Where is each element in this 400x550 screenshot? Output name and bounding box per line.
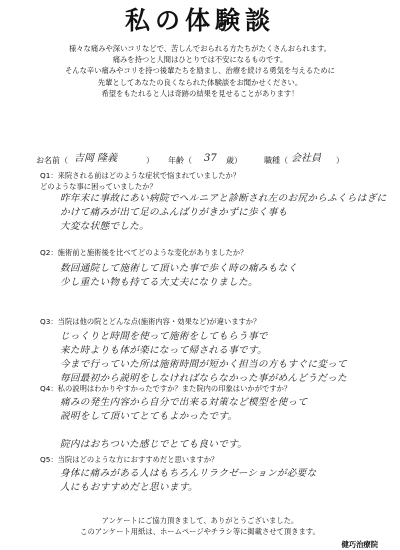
- name-close: ）: [146, 156, 154, 165]
- question-line: どのような事に困っていましたか？: [40, 182, 157, 191]
- question-4: [40, 383, 291, 394]
- answer-line: 少し重たい物も持てる大丈夫になりました。: [60, 277, 258, 288]
- answer-line: 説明をして頂いてとてもよかったです。: [60, 411, 238, 422]
- answer-3: [60, 330, 347, 386]
- answer-line: 院内はおちついた感じでとても良いです。: [60, 439, 248, 450]
- answer-line: かけて痛みが出て足のふんばりがきかずに歩く事も: [60, 207, 288, 218]
- answer-line: 大変な状態でした。: [60, 221, 150, 232]
- answer-line: 痛みの発生内容から自分で出来る対策など模型を使って: [60, 397, 308, 408]
- answer-line: 昨年末に事故にあい病院でヘルニアと診断され左のお尻からふくらはぎに: [60, 193, 387, 204]
- page-title: 私の体験談: [124, 6, 275, 35]
- respondent-info: [36, 153, 366, 169]
- age-unit: 歳）: [226, 156, 242, 165]
- question-line: Q3：当院は他の院とどんな点(施術内容・効果など)が違いますか？: [40, 317, 261, 326]
- answer-5: [60, 467, 316, 495]
- question-line: Q4：私の説明はわかりやすかったですか？また院内の印象はいかがですか？: [40, 384, 292, 393]
- job-value: 会社員: [291, 153, 321, 164]
- clinic-name: 健巧治療院: [341, 540, 378, 549]
- answer-line: じっくりと時間を使って施術をしてもらう事で: [60, 331, 268, 342]
- answer-line: 数回通院して施術して頂いた事で歩く時の痛みもなく: [60, 263, 298, 274]
- intro-line: そんな辛い痛みやコリを持つ後輩たちを励まし、治療を続ける勇気を与えるために: [65, 66, 335, 76]
- question-3: [40, 316, 260, 327]
- footer-line: このアンケート用紙は、ホームページやチラシ等に掲載させて頂きます。: [80, 527, 320, 536]
- intro-text: [0, 43, 400, 99]
- age-label: 年齢（: [168, 156, 192, 165]
- answer-1: [60, 192, 387, 234]
- intro-line: 様々な痛みや深いコリなどで、苦しんでおられる方たちがたくさんおられます。: [69, 44, 331, 53]
- answer-4: [60, 396, 307, 452]
- question-line: Q5：当院はどのような方におすすめだと思いますか？: [40, 455, 219, 464]
- job-close: ）: [336, 156, 344, 165]
- answer-line: 人にもおすすめだと思います。: [60, 482, 198, 493]
- intro-line: 希望をもたれると人は奇跡の結果を見せることがあります！: [101, 88, 299, 98]
- intro-line: 先輩としてあなたの良くなられた体験談をお聞かせください。: [97, 77, 303, 87]
- answer-line: 来た時よりも体が楽になって帰される事です。: [60, 345, 267, 356]
- question-line: Q2：施術前と施術後を比べてどのような変化がありましたか？: [40, 248, 248, 257]
- answer-line: [60, 424, 307, 438]
- age-value: 37: [204, 153, 217, 164]
- answer-line: 身体に痛みがある人はもちろんリラクゼーションが必要な: [60, 468, 317, 479]
- answer-2: [60, 262, 297, 290]
- answer-line: 今まで行っていた所は施術時間が短かく担当の方もすぐに変って: [60, 359, 347, 370]
- question-line: Q1：来院される前はどのような症状で悩まれていましたか？: [40, 171, 241, 180]
- footer-line: アンケートにご協力頂きまして、ありがとうございました。: [101, 516, 299, 525]
- answer-line: 毎回最初から説明をしなければならなかった事がめんどうだった: [60, 373, 347, 384]
- name-label: お名前（: [36, 156, 68, 165]
- question-2: [40, 247, 247, 258]
- footer-text: [0, 515, 400, 537]
- job-label: 職種（: [264, 156, 288, 165]
- intro-line: 痛みを持つと人間はひとりでは不安になるものです。: [112, 55, 288, 65]
- question-1: [40, 170, 240, 192]
- question-5: [40, 454, 218, 465]
- name-value: 吉岡 隆義: [74, 153, 118, 164]
